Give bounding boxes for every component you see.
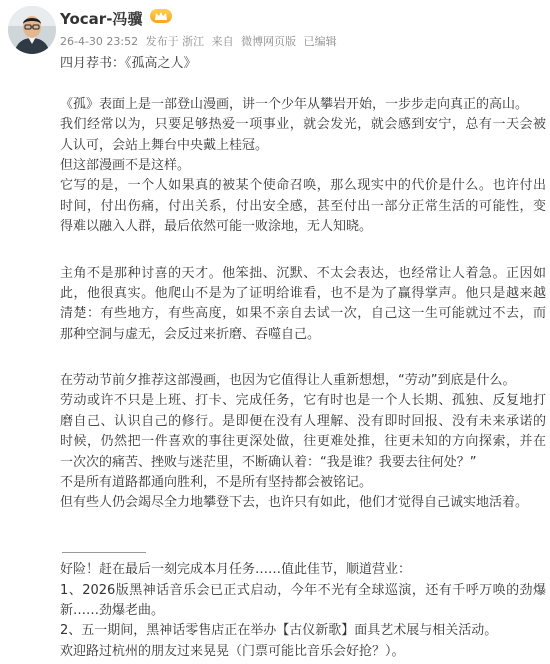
- section-divider: [60, 540, 546, 560]
- post-text-line: 不是所有道路都通向胜利，不是所有坚持都会被铭记。: [60, 475, 373, 491]
- avatar-photo-icon: [8, 6, 56, 54]
- post-text-line: 《孤》表面上是一部登山漫画，讲一个少年从攀岩开始，一步步走向真正的高山。: [60, 96, 529, 112]
- post-content: [60, 54, 546, 662]
- post-text-line: 劳动或许不只是上班、打卡、完成任务，它有时也是一个人长期、孤独、反复地打: [60, 393, 546, 409]
- post-text-line: 一次次的痛苦、挫败与迷茫里，不断确认着：“我是谁？我要去往何处？”: [60, 454, 477, 470]
- post-text-line: 好险！赶在最后一刻完成本月任务……值此佳节，顺道营业：: [60, 562, 412, 578]
- post-text-line: 欢迎路过杭州的朋友过来晃晃（门票可能比音乐会好抢？）。: [60, 643, 405, 659]
- post-text-line: 人认可，会站上舞台中央戴上桂冠。: [60, 137, 269, 153]
- post-text-line: 1、2026版黑神话音乐会已正式启动，今年不光有全球巡演，还有千呼万唤的劲爆: [60, 582, 546, 598]
- post-text-line: 此，他很真实。他爬山不是为了证明给谁看，也不是为了赢得掌声。他只是越来越: [60, 285, 546, 301]
- post-source[interactable]: 微博网页版: [241, 35, 297, 48]
- post-text-line: 它写的是，一个人如果真的被某个使命召唤，那么现实中的代价是什么。也许付出: [60, 178, 546, 194]
- post-text-line: 时候，仍然把一件喜欢的事往更深处做，往更难处推，往更未知的方向探索，并在: [60, 434, 546, 450]
- post-text-line: 磨自己、认识自己的修行。是即便在没有人理解、没有即时回报、没有未来承诺的: [60, 413, 546, 429]
- post-text-line: 但这部漫画不是这样。: [60, 157, 191, 173]
- post-time[interactable]: 26-4-30 23:52: [60, 35, 139, 48]
- post-text-line: 那种空洞与虚无，会反过来折磨、吞噬自己。: [60, 326, 321, 342]
- post-text-line: 新……劲爆老曲。: [60, 602, 165, 618]
- blank-line: [60, 74, 546, 94]
- crown-icon: [154, 11, 168, 21]
- post-text-line: 2、五一期间，黑神话零售店正在举办【古仪新歌】面具艺术展与相关活动。: [60, 623, 498, 639]
- post-text-line: 但有些人仍会竭尽全力地攀登下去，也许只有如此，他们才觉得自己诚实地活着。: [60, 495, 529, 511]
- post-text-line: 四月荐书：《孤高之人》: [60, 56, 197, 71]
- source-prefix: 来自: [211, 35, 234, 48]
- post-header: [8, 6, 548, 56]
- author-name[interactable]: Yocar-冯骥: [60, 10, 143, 28]
- edited-label[interactable]: 已编辑: [303, 35, 337, 48]
- crown-vip-icon[interactable]: [150, 9, 172, 23]
- post-text-line: 主角不是那种讨喜的天才。他笨拙、沉默、不太会表达，也经常让人着急。正因如: [60, 265, 546, 281]
- blank-line: [60, 514, 546, 540]
- post-location: 发布于 浙江: [145, 35, 205, 48]
- post-text-line: 在劳动节前夕推荐这部漫画，也因为它值得让人重新想想，“劳动”到底是什么。: [60, 373, 516, 389]
- blank-line: [60, 345, 546, 371]
- author-avatar[interactable]: [8, 6, 56, 54]
- post-text-line: 时间，付出伤痛，付出关系，付出安全感，甚至付出一部分正常生活的可能性，变: [60, 198, 546, 214]
- post-meta: [60, 33, 341, 49]
- post-text-line: 得难以融入人群，最后依然可能一败涂地，无人知晓。: [60, 219, 373, 235]
- post-text-line: 我们经常以为，只要足够热爱一项事业，就会发光，就会感到安宁，总有一天会被: [60, 117, 546, 133]
- post-text-line: 清楚：有些地方，有些高度，如果不亲自去试一次，自己这一生可能就过不去，而: [60, 306, 546, 322]
- blank-line: [60, 238, 546, 264]
